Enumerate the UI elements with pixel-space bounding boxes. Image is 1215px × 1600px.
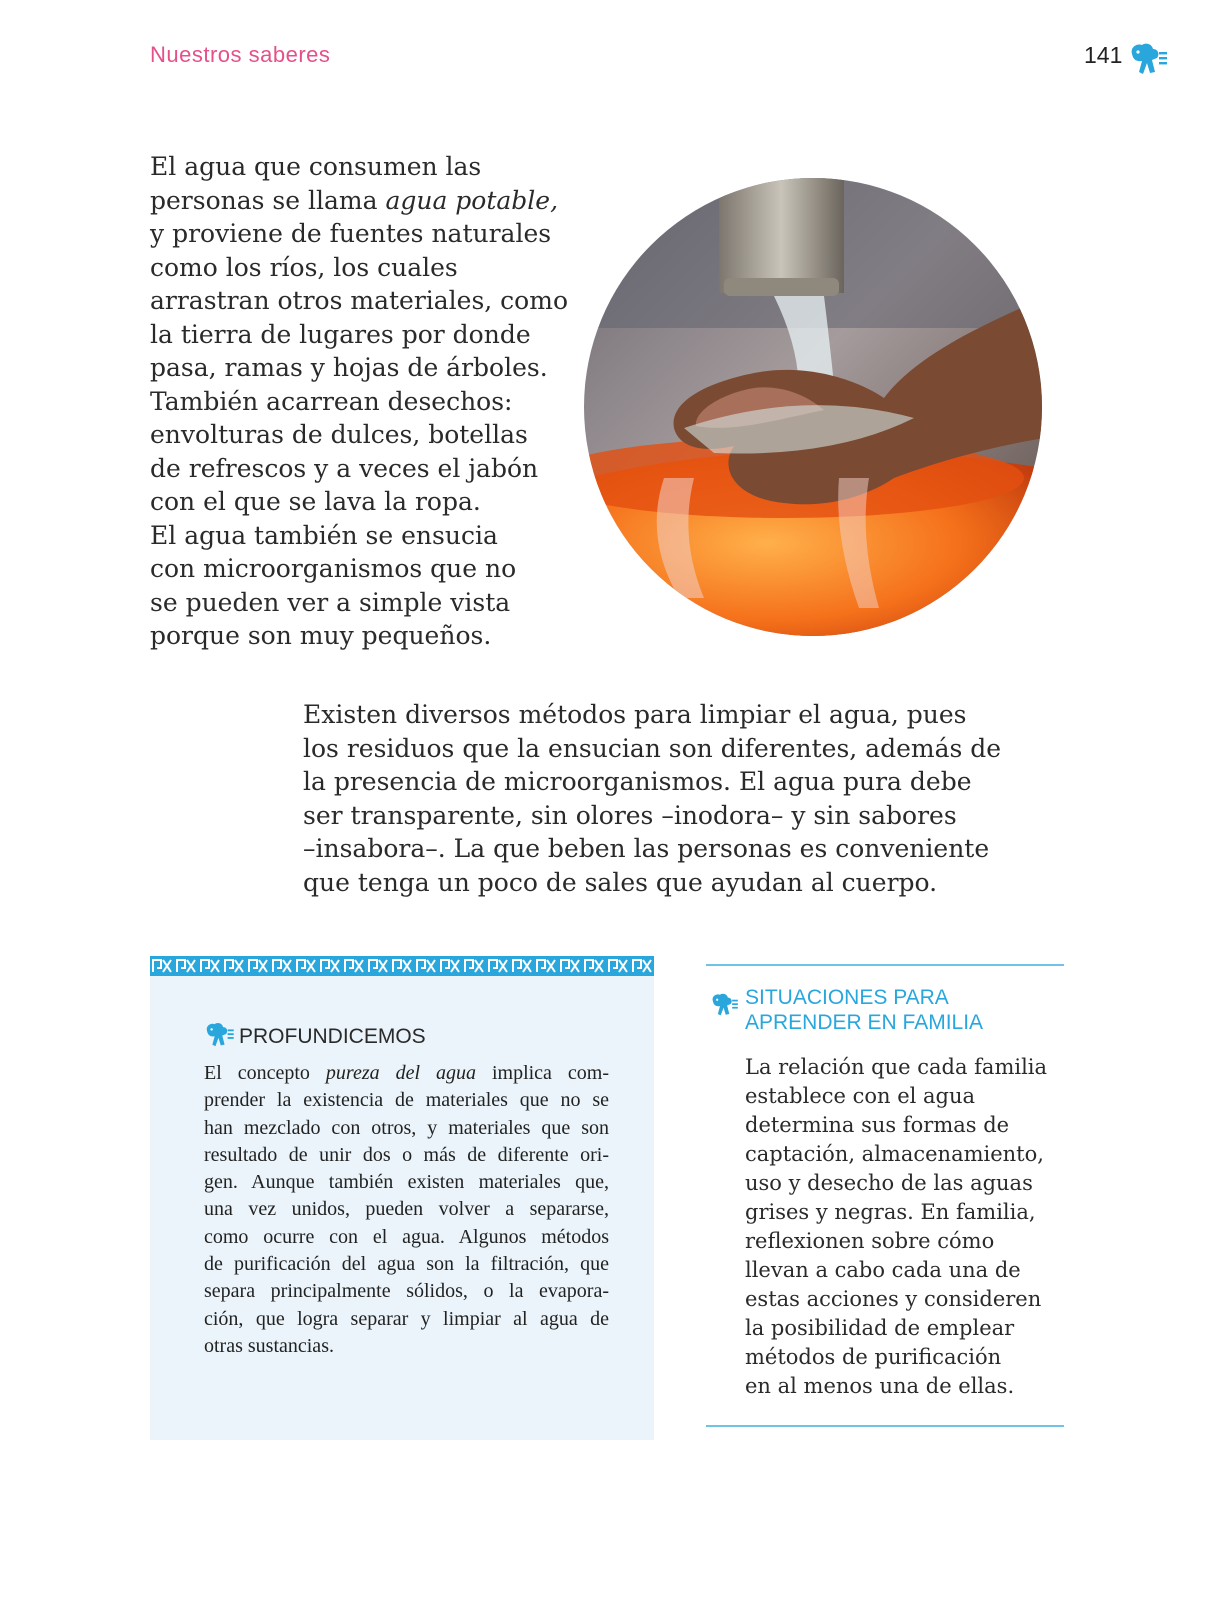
section-title: Nuestros saberes <box>150 42 331 67</box>
text-line: El agua también se ensucia <box>150 520 498 550</box>
text-line: han mezclado con otros, y materiales que son <box>204 1116 609 1139</box>
hand-glyph-icon <box>1128 40 1170 76</box>
text-line: que tenga un poco de sales que ayudan al cuerpo. <box>303 867 938 897</box>
text-line: ción, que logra separar y limpiar al agua de <box>204 1307 609 1330</box>
text-line: La relación que cada familia <box>745 1055 1048 1079</box>
text-line: pasa, ramas y hojas de árboles. <box>150 353 548 382</box>
top-rule <box>706 964 1064 966</box>
text-line: También acarrean desechos: <box>150 386 513 416</box>
bottom-rule <box>706 1425 1064 1427</box>
text-line: con el que se lava la ropa. <box>150 487 481 516</box>
text-line: como ocurre con el agua. Algunos métodos <box>204 1225 609 1248</box>
text-line: otras sustancias. <box>204 1334 334 1357</box>
text-line: –insabora–. La que beben las personas es conveniente <box>303 834 990 863</box>
text-line: se pueden ver a simple vista <box>150 587 511 617</box>
hand-glyph-icon <box>710 987 740 1021</box>
text-line: métodos de purificación <box>745 1345 1002 1369</box>
title-line: APRENDER EN FAMILIA <box>745 1011 984 1034</box>
text-line: los residuos que la ensucian son diferentes, además de <box>303 733 1002 763</box>
text-line: una vez unidos, pueden volver a separarse, <box>204 1198 609 1221</box>
text-line: estas acciones y consideren <box>745 1287 1042 1311</box>
text-line: ser transparente, sin olores –inodora– y sin sabores <box>303 800 957 830</box>
text-line: la presencia de microorganismos. El agua pura debe <box>303 767 972 796</box>
intro-paragraph <box>150 150 570 653</box>
text-line: la tierra de lugares por donde <box>150 319 531 349</box>
profundicemos-text <box>204 1060 609 1360</box>
title-line: SITUACIONES PARA <box>745 986 949 1009</box>
text-line: uso y desecho de las aguas <box>745 1171 1033 1195</box>
italic-term: pureza del agua <box>325 1062 476 1084</box>
text-line: determina sus formas de <box>745 1113 1010 1137</box>
hands-water-photo <box>584 178 1042 636</box>
text-line <box>150 184 570 218</box>
hand-glyph-icon <box>204 1020 236 1048</box>
text-line: prender la existencia de materiales que no se <box>204 1089 609 1112</box>
text-line: establece con el agua <box>745 1084 976 1108</box>
text-line: reflexionen sobre cómo <box>745 1229 995 1253</box>
situaciones-title <box>745 985 983 1035</box>
page-number: 141 <box>1084 42 1123 68</box>
text-line: resultado de unir dos o más de diferente ori- <box>204 1143 609 1166</box>
text-line: de purificación del agua son la filtración, que <box>204 1253 609 1276</box>
purification-paragraph <box>303 698 1023 899</box>
text-line: grises y negras. En familia, <box>745 1200 1036 1224</box>
text-line <box>204 1060 609 1087</box>
text-segment: implica com- <box>475 1062 609 1084</box>
text-line: llevan a cabo cada una de <box>745 1258 1021 1282</box>
text-line: en al menos una de ellas. <box>745 1374 1015 1398</box>
text-line: con microorganismos que no <box>150 554 517 583</box>
text-line: separa principalmente sólidos, o la evapora- <box>204 1280 609 1303</box>
text-line: la posibilidad de emplear <box>745 1316 1015 1340</box>
text-line: como los ríos, los cuales <box>150 252 458 282</box>
text-line: gen. Aunque también existen materiales que, <box>204 1171 609 1194</box>
text-segment: personas se llama <box>150 185 386 215</box>
text-line: El agua que consumen las <box>150 152 482 181</box>
greca-border <box>150 956 654 980</box>
text-line: de refrescos y a veces el jabón <box>150 453 539 483</box>
text-segment: El concepto <box>204 1062 326 1084</box>
situaciones-text <box>745 1053 1065 1401</box>
text-line: Existen diversos métodos para limpiar el agua, pues <box>303 700 967 729</box>
text-line: envolturas de dulces, botellas <box>150 420 528 449</box>
text-line: arrastran otros materiales, como <box>150 286 568 315</box>
text-line: y proviene de fuentes naturales <box>150 219 552 248</box>
profundicemos-title: PROFUNDICEMOS <box>239 1025 426 1048</box>
text-line: porque son muy pequeños. <box>150 621 492 650</box>
italic-term: agua potable, <box>385 185 559 215</box>
text-line: captación, almacenamiento, <box>745 1142 1044 1166</box>
